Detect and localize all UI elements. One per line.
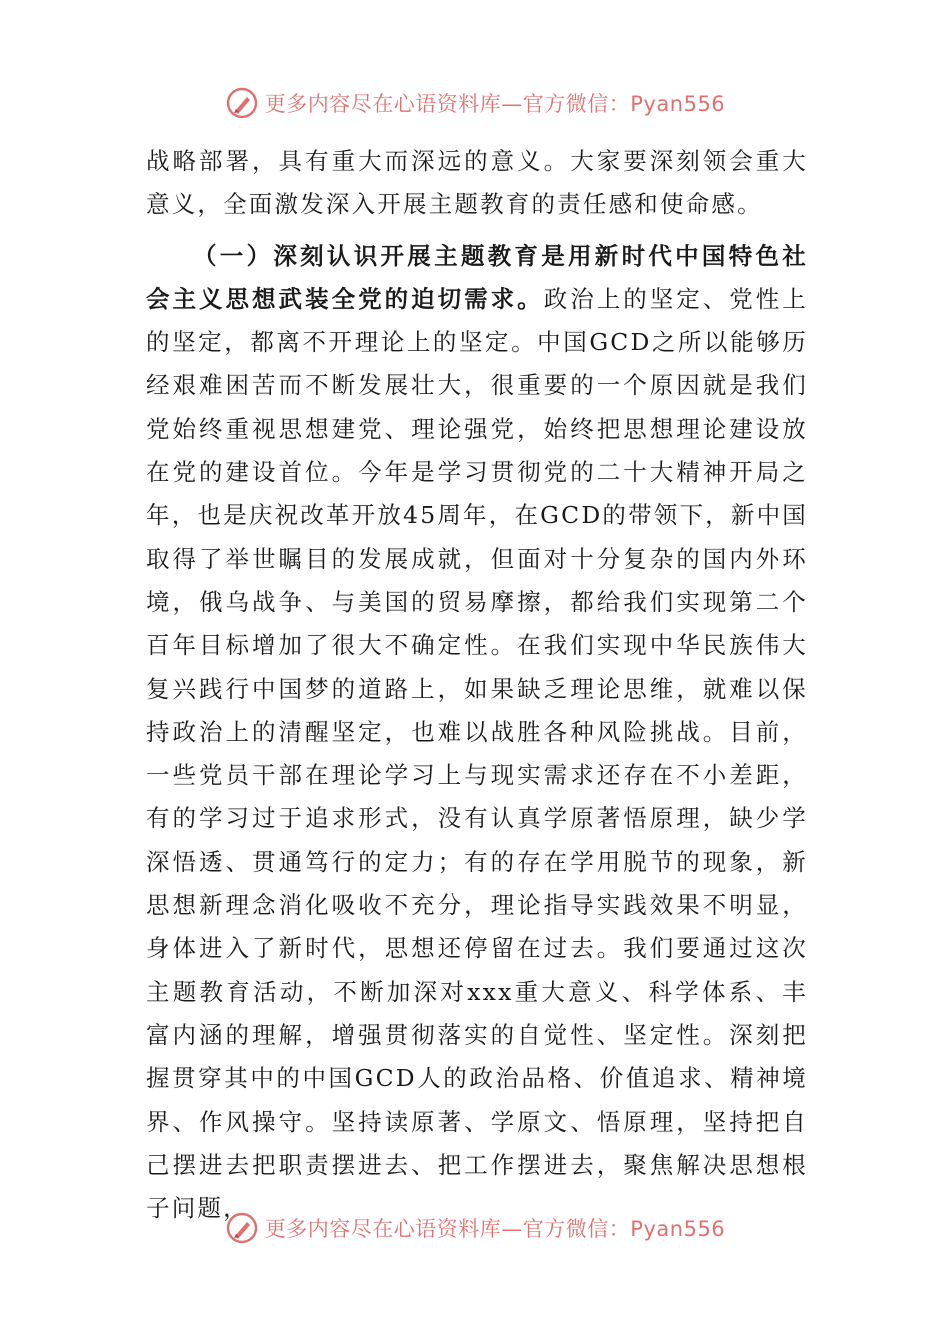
- document-body: [146, 140, 808, 1230]
- watermark-text: 更多内容尽在心语资料库—官方微信：Pyan556: [264, 92, 726, 116]
- paragraph-2: [146, 235, 808, 1231]
- section-heading: （一）深刻认识开展主题教育是用新时代中国特色社会主义思想武装全党的迫切需求。: [146, 241, 808, 313]
- watermark-text: 更多内容尽在心语资料库—官方微信：Pyan556: [264, 1217, 726, 1241]
- pen-logo-icon: [225, 86, 259, 120]
- paragraph-1: 战略部署，具有重大而深远的意义。大家要深刻领会重大意义，全面激发深入开展主题教育的责任感和使命感。: [146, 147, 808, 219]
- footer-watermark: [0, 1211, 950, 1245]
- pen-logo-icon: [225, 1211, 259, 1245]
- paragraph-2-body: 政治上的坚定、党性上的坚定，都离不开理论上的坚定。中国GCD之所以能够历经艰难困苦而不断发展壮大，很重要的一个原因就是我们党始终重视思想建党、理论强党，始终把思想理论建设放在党的建设首位。今年是学习贯彻党的二十大精神开局之年，也是庆祝改革开放45周年，在GCD的带领下，新中国取得了举世瞩目的发展成就，但面对十分复杂的国内外环境，俄乌战争、与美国的贸易摩擦，都给我们实现第二个百年目标增加了很大不确定性。在我们实现中华民族伟大复兴践行中国梦的道路上，如果缺乏理论思维，就难以保持政治上的清醒坚定，也难以战胜各种风险挑战。目前，一些党员干部在理论学习上与现实需求还存在不小差距，有的学习过于追求形式，没有认真学原著悟原理，缺少学深悟透、贯通笃行的定力；有的存在学用脱节的现象，新思想新理念消化吸收不充分，理论指导实践效果不明显，身体进入了新时代，思想还停留在过去。我们要通过这次主题教育活动，不断加深对xxx重大意义、科学体系、丰富内涵的理解，增强贯彻落实的自觉性、坚定性。深刻把握贯穿其中的中国GCD人的政治品格、价值追求、精神境界、作风操守。坚持读原著、学原文、悟原理，坚持把自己摆进去把职责摆进去、把工作摆进去，聚焦解决思想根子问题，: [146, 284, 808, 1223]
- header-watermark: [0, 86, 950, 120]
